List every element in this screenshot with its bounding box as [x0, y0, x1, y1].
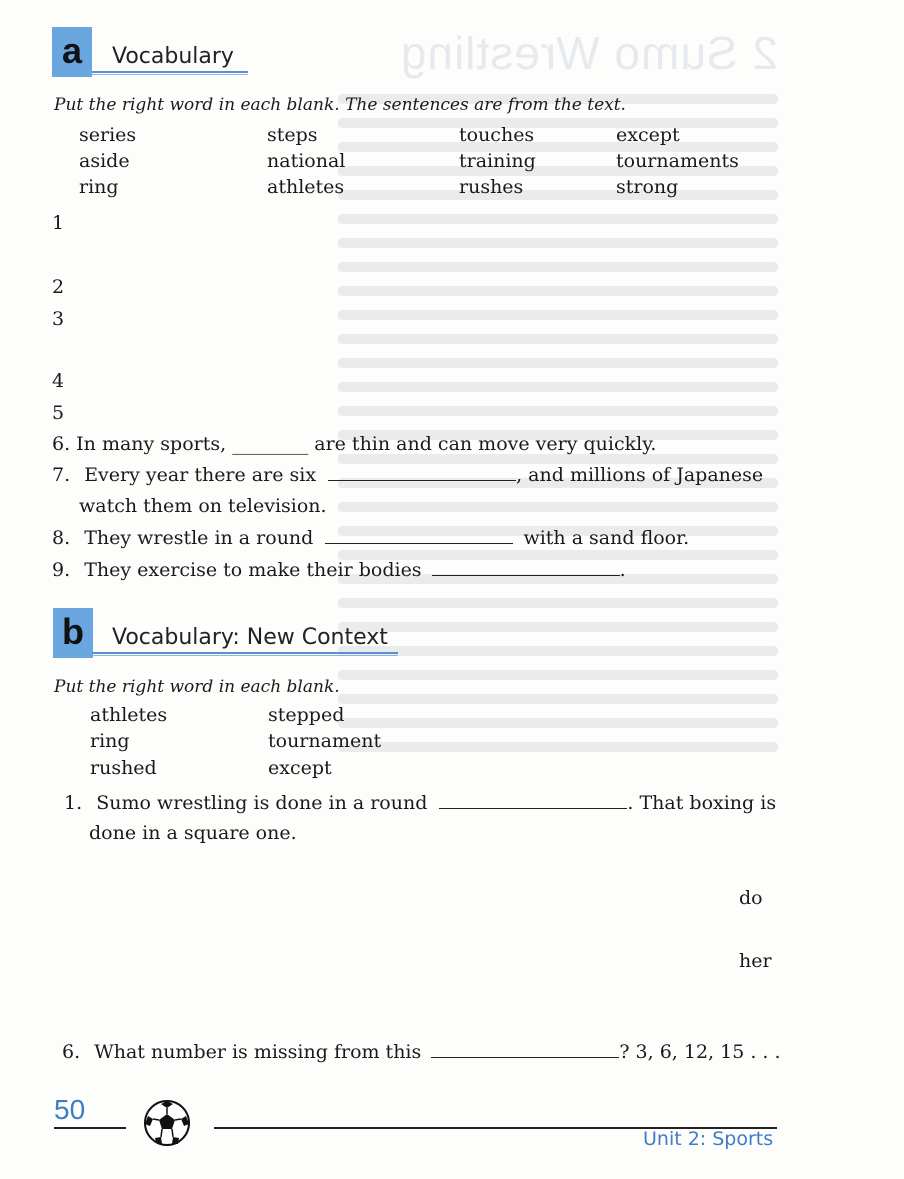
b-item-1	[64, 792, 776, 814]
word: touches	[459, 124, 535, 146]
word: training	[459, 150, 536, 172]
word: except	[268, 757, 332, 779]
word: athletes	[90, 704, 168, 726]
section-b-instructions: Put the right word in each blank.	[54, 677, 340, 697]
word: steps	[267, 124, 318, 146]
answer-blank[interactable]	[432, 561, 620, 576]
item-text: Sumo wrestling is done in a round	[96, 792, 428, 814]
item-9	[52, 559, 626, 581]
item-text: What number is missing from this	[94, 1041, 422, 1063]
b-item-6-clipped	[62, 1041, 781, 1073]
item-number: 4	[52, 370, 65, 392]
section-a-title: Vocabulary	[112, 44, 234, 69]
section-a-badge: a	[52, 27, 92, 77]
item-number: 3	[52, 308, 65, 330]
item-7-continued: watch them on television.	[79, 495, 327, 517]
bleed-through	[318, 20, 798, 780]
item-7	[52, 464, 763, 486]
item-text: . That boxing is	[627, 792, 777, 814]
word: ring	[90, 730, 130, 752]
unit-label: Unit 2: Sports	[643, 1128, 774, 1150]
item-number: 6.	[62, 1041, 81, 1063]
section-b-rule	[92, 652, 398, 656]
item-number: 7.	[52, 464, 71, 486]
item-text: .	[619, 559, 626, 581]
word: except	[616, 124, 680, 146]
word: tournament	[268, 730, 382, 752]
item-text: ? 3, 6, 12, 15 . . .	[619, 1041, 781, 1063]
item-6-text: 6. In many sports, ________ are thin and can move very quickly.	[52, 433, 657, 455]
b-item-1-continued: done in a square one.	[89, 822, 297, 844]
section-b-badge: b	[53, 608, 93, 658]
answer-blank[interactable]	[325, 529, 513, 544]
ghost-title: 2 Sumo Wrestling	[399, 27, 778, 79]
soccer-ball-icon	[143, 1099, 191, 1147]
item-text: They wrestle in a round	[84, 527, 314, 549]
section-b-title: Vocabulary: New Context	[112, 625, 388, 650]
b-item-1-continued-clipped	[89, 822, 389, 842]
item-number: 1.	[64, 792, 83, 814]
page-number: 50	[54, 1094, 86, 1125]
item-number: 9.	[52, 559, 71, 581]
item-number: 5	[52, 402, 65, 424]
word: series	[79, 124, 137, 146]
item-number: 2	[52, 276, 65, 298]
item-number: 1	[52, 212, 65, 234]
item-text: with a sand floor.	[523, 527, 690, 549]
word: strong	[616, 176, 679, 198]
word: ring	[79, 176, 119, 198]
b-item-6	[62, 1041, 781, 1063]
answer-blank[interactable]	[439, 794, 627, 809]
item-text: Every year there are six	[84, 464, 317, 486]
answer-blank[interactable]	[431, 1043, 619, 1058]
word: aside	[79, 150, 130, 172]
word: rushed	[90, 757, 157, 779]
word: athletes	[267, 176, 345, 198]
item-text: They exercise to make their bodies	[84, 559, 422, 581]
fragment-text: do	[739, 887, 763, 909]
word: rushes	[459, 176, 524, 198]
word: tournaments	[616, 150, 739, 172]
page-number-rule	[54, 1127, 126, 1129]
item-number: 8.	[52, 527, 71, 549]
item-6-clipped	[52, 433, 772, 455]
item-8	[52, 527, 689, 549]
word: stepped	[268, 704, 345, 726]
word: national	[267, 150, 346, 172]
section-a-rule	[92, 71, 248, 75]
fragment-text: her	[739, 950, 772, 972]
section-a-instructions: Put the right word in each blank. The sentences are from the text.	[54, 95, 626, 115]
answer-blank[interactable]	[328, 466, 516, 481]
item-text: , and millions of Japanese	[516, 464, 764, 486]
